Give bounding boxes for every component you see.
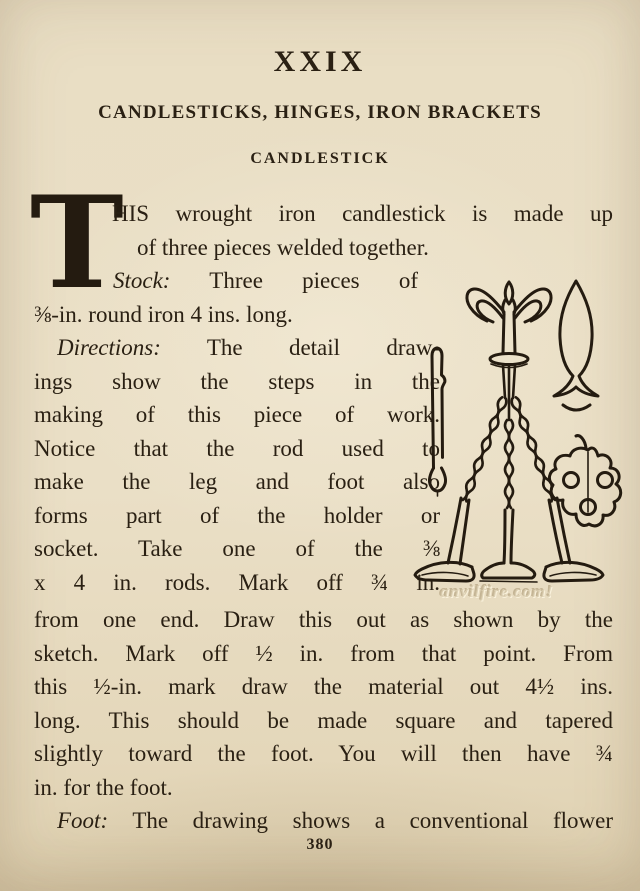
rod-sketch	[429, 348, 445, 496]
text-line: Foot: The drawing shows a conventional flower	[57, 808, 613, 833]
text-line: in. for the foot.	[34, 775, 173, 800]
page-number: 380	[306, 836, 334, 853]
text-line: Notice that the rod used to	[34, 436, 440, 461]
chapter-title: CANDLESTICKS, HINGES, IRON BRACKETS	[98, 102, 542, 123]
text-line: this ½-in. mark draw the material out 4½ ins.	[34, 674, 613, 699]
drop-cap: T	[30, 169, 124, 317]
text-line: socket. Take one of the ⅜	[34, 536, 440, 561]
text-line: making of this piece of work.	[34, 402, 440, 427]
directions-label: Directions:	[57, 335, 161, 360]
candlestick-illustration	[408, 272, 636, 602]
text-line: sketch. Mark off ½ in. from that point. From	[34, 641, 613, 666]
text-line: Stock: Three pieces of	[113, 268, 418, 293]
text-line: from one end. Draw this out as shown by the	[34, 607, 613, 632]
text-line: HIS wrought iron candlestick is made up	[112, 201, 613, 226]
text-line: ings show the steps in the	[34, 369, 440, 394]
chapter-number: XXIX	[273, 45, 367, 78]
section-title: CANDLESTICK	[250, 150, 390, 167]
text-line: forms part of the holder or	[34, 503, 440, 528]
text-line: x 4 in. rods. Mark off ¾ in.	[34, 570, 440, 595]
text-line: Directions: The detail draw-	[57, 335, 440, 360]
watermark: anvilfire.com!	[440, 582, 554, 601]
text-line: long. This should be made square and tapered	[34, 708, 613, 733]
foot-label: Foot:	[57, 808, 109, 833]
text-line: ⅜-in. round iron 4 ins. long.	[34, 302, 293, 327]
text-line: slightly toward the foot. You will then have ¾	[34, 741, 613, 766]
stock-label: Stock:	[113, 268, 171, 293]
text-line: of three pieces welded together.	[137, 235, 429, 260]
leaf-detail-sketch	[554, 281, 598, 410]
text-line: make the leg and foot also	[34, 469, 440, 494]
